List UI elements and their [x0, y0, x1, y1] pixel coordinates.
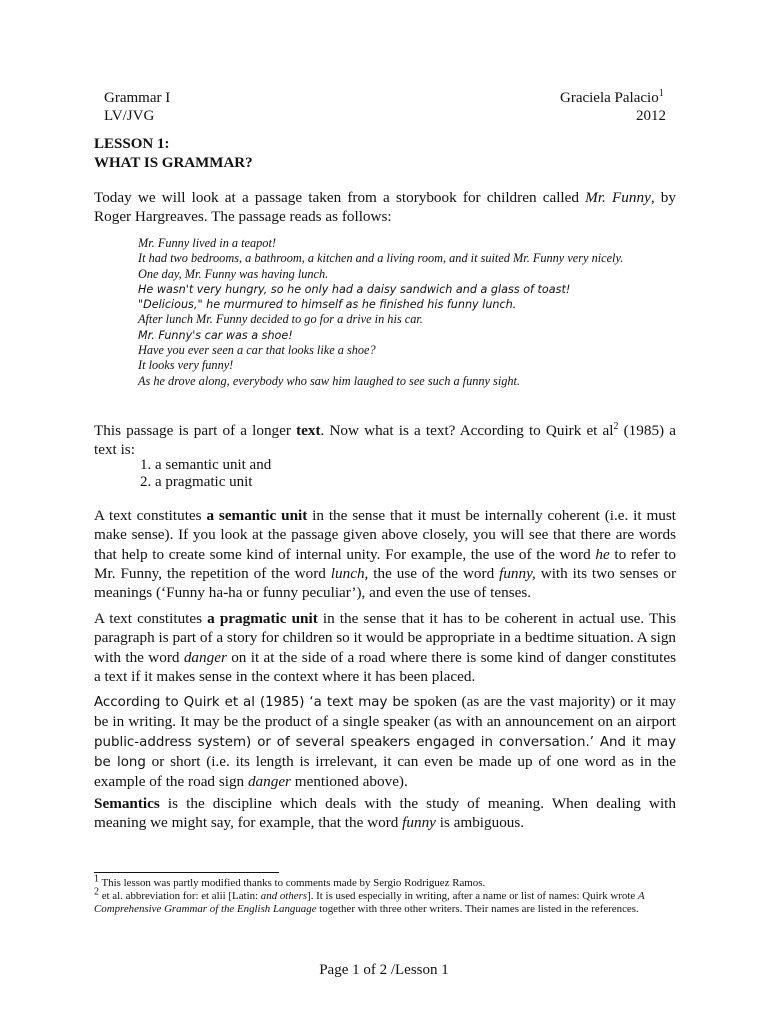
quote-line: "Delicious," he murmured to himself as he finished his funny lunch. [138, 298, 517, 312]
term-text: text [296, 422, 321, 439]
course-code: LV/JVG [104, 108, 155, 124]
footnote-ref-1[interactable]: 1 [658, 88, 664, 99]
quote-line: He wasn't very hungry, so he only had a daisy sandwich and a glass of toast! [138, 282, 571, 296]
lesson-heading [94, 135, 253, 173]
course-name: Grammar I [104, 90, 171, 106]
footnote-divider [94, 872, 279, 873]
unit-list [140, 457, 271, 491]
quote-line: Have you ever seen a car that looks like a shoe? [138, 343, 376, 358]
intro-paragraph: Today we will look at a passage taken from a storybook for children called Mr. Funny, by Roger Hargreaves. The passage reads as follows: [94, 189, 676, 226]
list-item: 1. a semantic unit and [140, 457, 272, 473]
lesson-title: WHAT IS GRAMMAR? [94, 155, 253, 171]
author-name: Graciela Palacio$^1$ [560, 88, 664, 106]
footnotes [94, 873, 680, 916]
footnote-2: $^2$ et al. abbreviation for: et alii [Latin: and others]. It is used especially in writing, after a name or list of names: Quirk wrote A Comprehensive Grammar of the English Language together with three other writers. Their names are listed in the references. [94, 886, 645, 915]
quote-line: As he drove along, everybody who saw him laughed to see such a funny sight. [138, 373, 521, 388]
footnote-ref-2[interactable]: 2 [613, 420, 619, 432]
pragmatic-unit-paragraph: A text constitutes a pragmatic unit in the sense that it has to be coherent in actual use. This paragraph is part of a story for children so it would be appropriate in a bedtime situation. A sign with the word danger on it at the side of a road where there is some kind of danger constitutes a text if it makes sense in the context where it has been placed. [94, 610, 676, 685]
text-definition-paragraph: This passage is part of a longer text. Now what is a text? According to Quirk et $al^2$ (1985) a text is: [94, 420, 676, 459]
quote-line: It had two bedrooms, a bathroom, a kitchen and a living room, and it suited Mr. Funny very nicely. [138, 251, 624, 266]
quote-line: One day, Mr. Funny was having lunch. [138, 266, 329, 281]
term-semantics: Semantics [94, 795, 160, 812]
story-quote [138, 236, 676, 389]
quote-line: After lunch Mr. Funny decided to go for a drive in his car. [138, 312, 423, 327]
year: 2012 [636, 108, 666, 124]
lesson-number: LESSON 1: [94, 136, 170, 152]
quote-line: It looks very funny! [138, 358, 234, 373]
quote-line: Mr. Funny's car was a shoe! [138, 328, 293, 342]
quote-line: Mr. Funny lived in a teapot! [138, 236, 276, 250]
book-title: Mr. Funny [585, 189, 651, 206]
list-item: 2. a pragmatic unit [140, 474, 253, 490]
semantic-unit-paragraph: A text constitutes a semantic unit in the sense that it must be internally coherent (i.e. it must make sense). If you look at the passage given above closely, you will see that there are words that help to create some kind of internal unity. For example, the use of the word he to refer to Mr. Funny, the repetition of the word lunch, the use of the word funny, with its two senses or meanings (‘Funny ha-ha or funny peculiar’), and even the use of tenses. [94, 507, 677, 602]
footnote-1: $^1$ This lesson was partly modified thanks to comments made by Sergio Rodriguez Ramos. [94, 873, 486, 889]
semantics-paragraph: Semantics is the discipline which deals with the study of meaning. When dealing with meaning we might say, for example, that the word funny is ambiguous. [94, 795, 676, 832]
page-footer: Page 1 of 2 /Lesson 1 [319, 962, 449, 978]
quirk-paragraph: According to Quirk et al (1985) ‘a text may be spoken (as are the vast majority) or it may be in writing. It may be the product of a single speaker (as with an announcement on an airport public-address system) or of several speakers engaged in conversation.’ And it may be long or short (i.e. its length is irrelevant, it can even be made up of one word as in the example of the road sign danger mentioned above). [94, 693, 676, 791]
